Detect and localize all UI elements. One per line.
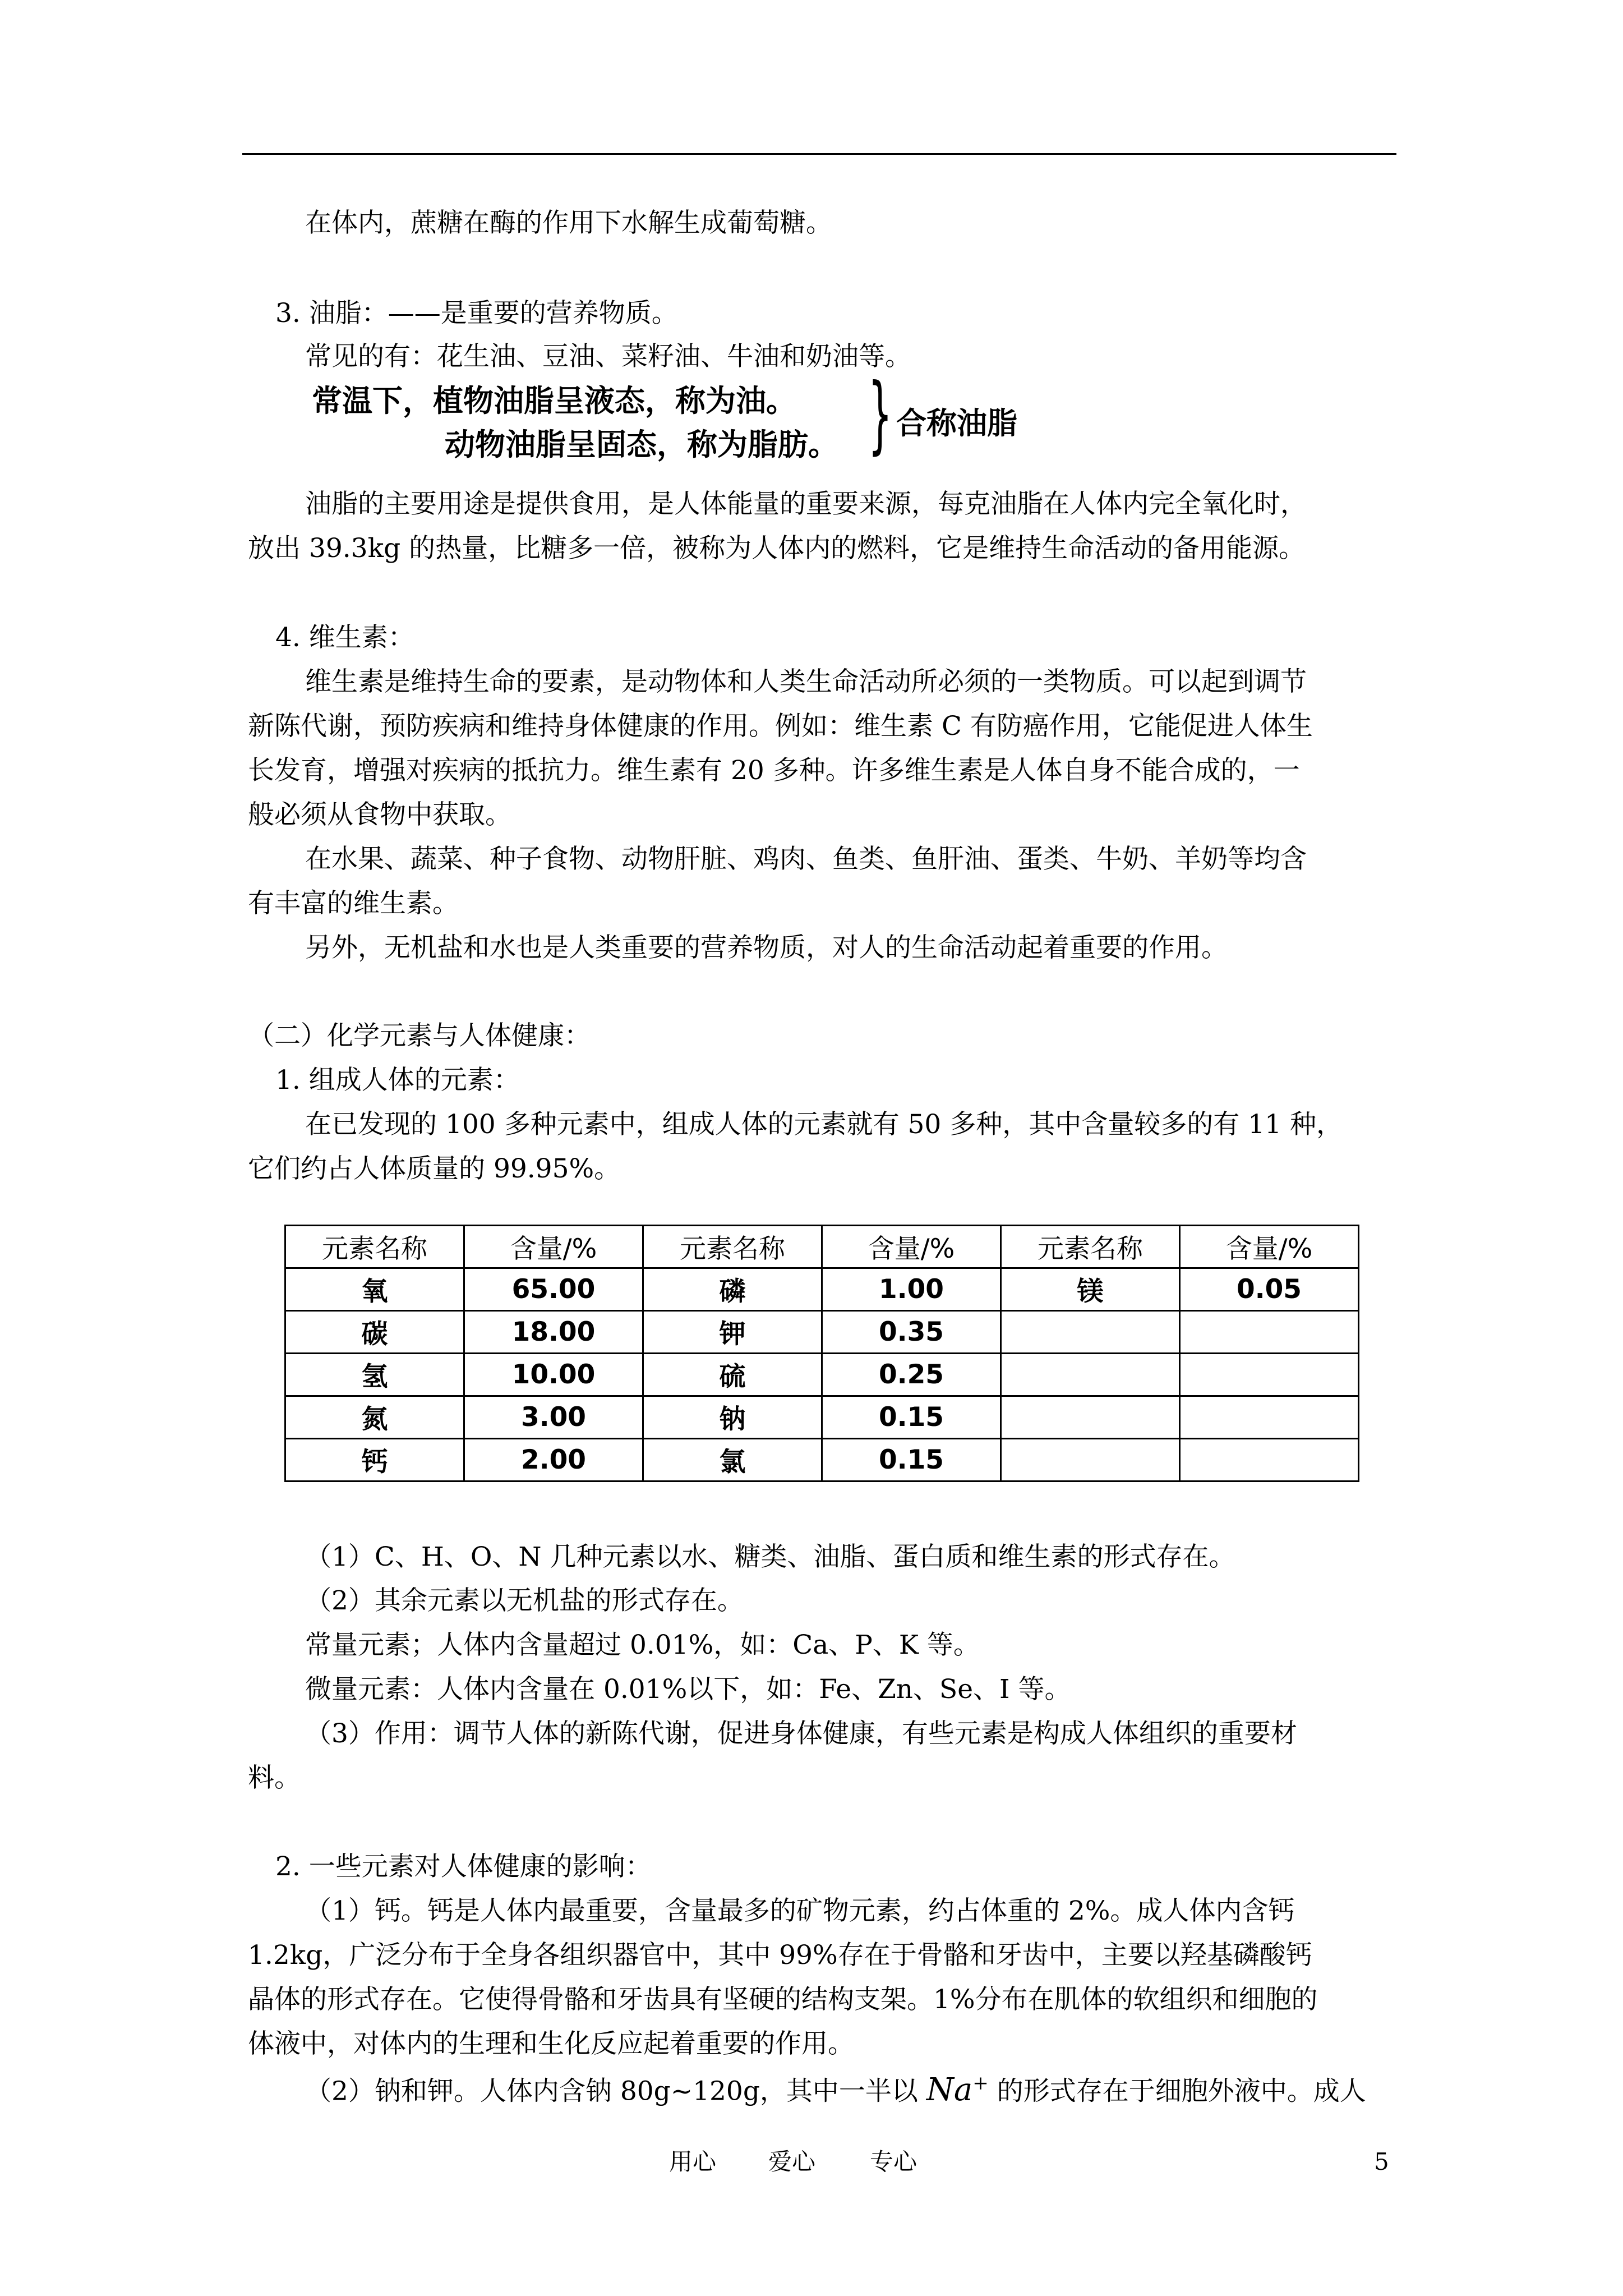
paragraph-line: 维生素是维持生命的要素，是动物体和人类生命活动所必须的一类物质。可以起到调节 [305, 666, 1307, 697]
table-cell [1001, 1311, 1180, 1354]
table-header-row [285, 1226, 1359, 1268]
ion-symbol: Na [926, 2071, 973, 2108]
paragraph-line: （3）作用：调节人体的新陈代谢，促进身体健康，有些元素是构成人体组织的重要材 [305, 1718, 1297, 1749]
paragraph-line: 常见的有：花生油、豆油、菜籽油、牛油和奶油等。 [305, 341, 911, 372]
table-row [285, 1311, 1359, 1354]
paragraph-line: 在水果、蔬菜、种子食物、动物肝脏、鸡肉、鱼类、鱼肝油、蛋类、牛奶、羊奶等均含 [305, 844, 1307, 875]
table-cell: 10.00 [464, 1354, 643, 1396]
paragraph-line [305, 2073, 1366, 2106]
paragraph-line: 油脂的主要用途是提供食用，是人体能量的重要来源，每克油脂在人体内完全氧化时， [305, 489, 1307, 519]
paragraph-line: 在体内，蔗糖在酶的作用下水解生成葡萄糖。 [305, 208, 832, 238]
paragraph-line: （2）其余元素以无机盐的形式存在。 [305, 1585, 744, 1616]
curly-brace-icon: } [868, 366, 892, 463]
table-header-cell: 含量/% [822, 1226, 1001, 1268]
footer-motto: 用心 [669, 2148, 717, 2175]
paragraph-line: 有丰富的维生素。 [248, 888, 459, 919]
table-cell: 0.15 [822, 1396, 1001, 1439]
table-cell: 氯 [643, 1439, 822, 1481]
table-cell: 3.00 [464, 1396, 643, 1439]
paragraph-line: 体液中，对体内的生理和生化反应起着重要的作用。 [248, 2028, 854, 2059]
ion-charge: + [972, 2072, 989, 2094]
table-cell: 氧 [285, 1268, 464, 1311]
table-header-cell: 含量/% [464, 1226, 643, 1268]
paragraph-line: （1）钙。钙是人体内最重要，含量最多的矿物元素，约占体重的 2%。成人体内含钙 [305, 1895, 1295, 1926]
footer-motto: 爱心 [768, 2148, 816, 2175]
table-cell: 氢 [285, 1354, 464, 1396]
paragraph-line: 般必须从食物中获取。 [248, 799, 511, 830]
table-cell: 碳 [285, 1311, 464, 1354]
header-rule [242, 153, 1396, 155]
footer-motto: 专心 [870, 2148, 917, 2175]
table-cell [1001, 1396, 1180, 1439]
table-cell: 硫 [643, 1354, 822, 1396]
paragraph-line: 放出 39.3kg 的热量，比糖多一倍，被称为人体内的燃料，它是维持生命活动的备用能源。 [248, 533, 1306, 564]
table-cell [1001, 1439, 1180, 1481]
page-number: 5 [1374, 2148, 1389, 2175]
table-cell: 钙 [285, 1439, 464, 1481]
table-cell: 0.35 [822, 1311, 1001, 1354]
table-cell [1001, 1354, 1180, 1396]
table-cell: 65.00 [464, 1268, 643, 1311]
paragraph-line: 常量元素；人体内含量超过 0.01%，如：Ca、P、K 等。 [305, 1630, 980, 1660]
emphasis-label: 合称油脂 [896, 406, 1017, 441]
section-heading: 1. 组成人体的元素： [275, 1065, 520, 1096]
table-row [285, 1354, 1359, 1396]
text-segment: （2）钠和钾。人体内含钠 80g~120g，其中一半以 [305, 2076, 918, 2107]
table-cell [1180, 1311, 1359, 1354]
paragraph-line: 晶体的形式存在。它使得骨骼和牙齿具有坚硬的结构支架。1%分布在肌体的软组织和细胞的 [248, 1984, 1318, 2015]
table-cell [1180, 1354, 1359, 1396]
table-cell: 18.00 [464, 1311, 643, 1354]
section-heading: 2. 一些元素对人体健康的影响： [275, 1851, 652, 1882]
paragraph-line: 长发育，增强对疾病的抵抗力。维生素有 20 多种。许多维生素是人体自身不能合成的，一 [248, 755, 1300, 786]
section-heading: （二）化学元素与人体健康： [248, 1020, 591, 1051]
table-header-cell: 元素名称 [1001, 1226, 1180, 1268]
emphasis-line: 动物油脂呈固态，称为脂肪。 [445, 427, 838, 462]
table-cell: 钾 [643, 1311, 822, 1354]
element-content-table [284, 1225, 1359, 1482]
paragraph-line: 它们约占人体质量的 99.95%。 [248, 1153, 621, 1184]
table-cell: 钠 [643, 1396, 822, 1439]
table-header-cell: 含量/% [1180, 1226, 1359, 1268]
table-cell: 0.15 [822, 1439, 1001, 1481]
table-header-cell: 元素名称 [643, 1226, 822, 1268]
table-cell: 磷 [643, 1268, 822, 1311]
paragraph-line: 新陈代谢，预防疾病和维持身体健康的作用。例如：维生素 C 有防癌作用，它能促进人体生 [248, 711, 1313, 742]
paragraph-line: 另外，无机盐和水也是人类重要的营养物质，对人的生命活动起着重要的作用。 [305, 932, 1228, 963]
table-header-cell: 元素名称 [285, 1226, 464, 1268]
text-segment: 的形式存在于细胞外液中。成人 [997, 2076, 1366, 2107]
table-cell [1180, 1439, 1359, 1481]
table-row [285, 1268, 1359, 1311]
table-cell: 1.00 [822, 1268, 1001, 1311]
table-cell [1180, 1396, 1359, 1439]
table-row [285, 1439, 1359, 1481]
section-heading: 4. 维生素： [275, 622, 414, 653]
paragraph-line: 料。 [248, 1763, 301, 1793]
sodium-ion-formula [926, 2072, 989, 2108]
table-cell: 镁 [1001, 1268, 1180, 1311]
section-heading: 3. 油脂：——是重要的营养物质。 [275, 298, 678, 329]
table-cell: 0.25 [822, 1354, 1001, 1396]
paragraph-line: （1）C、H、O、N 几种元素以水、糖类、油脂、蛋白质和维生素的形式存在。 [305, 1542, 1235, 1572]
paragraph-line: 1.2kg，广泛分布于全身各组织器官中，其中 99%存在于骨骼和牙齿中，主要以羟基磷酸钙 [248, 1940, 1312, 1971]
table-row [285, 1396, 1359, 1439]
table-cell: 2.00 [464, 1439, 643, 1481]
paragraph-line: 在已发现的 100 多种元素中，组成人体的元素就有 50 多种，其中含量较多的有 11 种， [305, 1109, 1343, 1140]
table-cell: 0.05 [1180, 1268, 1359, 1311]
table-cell: 氮 [285, 1396, 464, 1439]
paragraph-line: 微量元素：人体内含量在 0.01%以下，如：Fe、Zn、Se、I 等。 [305, 1674, 1071, 1705]
emphasis-line: 常温下，植物油脂呈液态，称为油。 [312, 383, 796, 418]
